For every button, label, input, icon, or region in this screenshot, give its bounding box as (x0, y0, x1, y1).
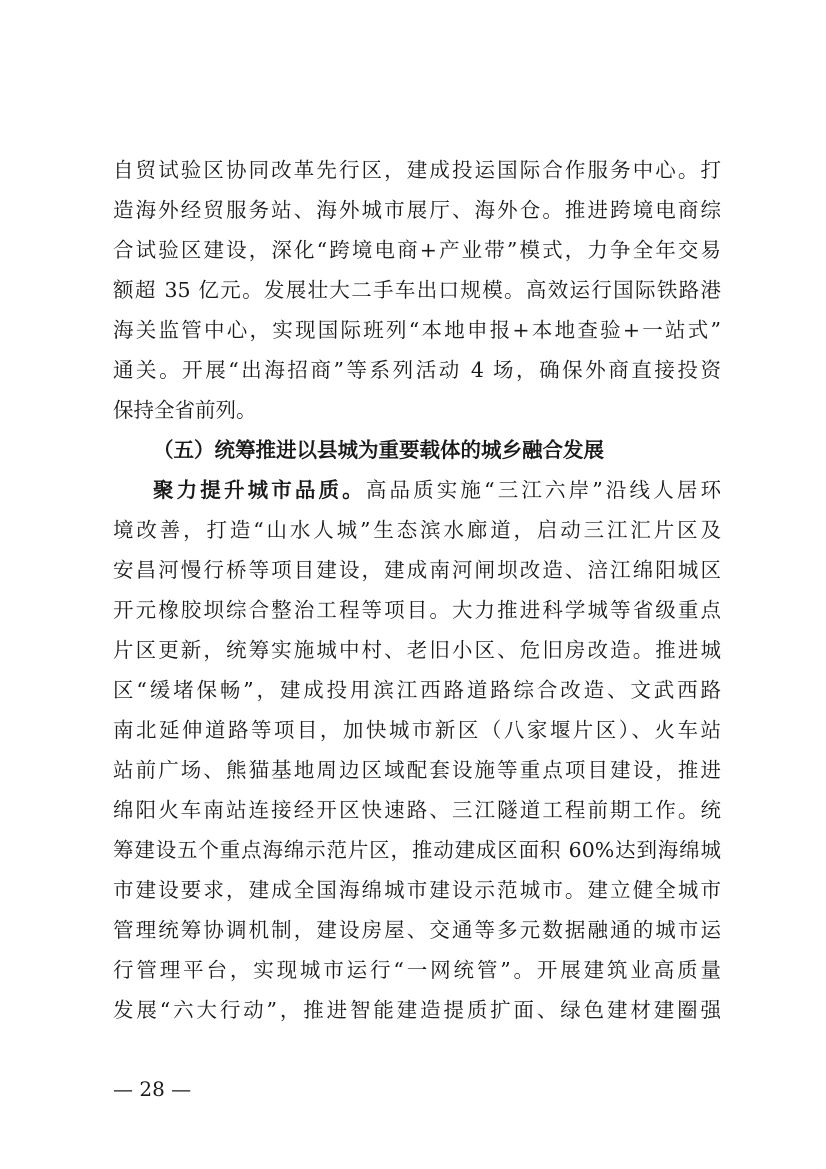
paragraph-2-first-line (113, 470, 721, 510)
text-line: 保持全省前列。 (113, 398, 257, 422)
text-line: 海关监管中心，实现国际班列“本地申报+本地查验+一站式” (113, 318, 721, 342)
text-line: 造海外经贸服务站、海外城市展厅、海外仓。推进跨境电商综 (113, 198, 721, 222)
text-line: 绵阳火车南站连接经开区快速路、三江隧道工程前期工作。统 (113, 798, 721, 822)
text-line: 额超 35 亿元。发展壮大二手车出口规模。高效运行国际铁路港 (113, 278, 721, 302)
paragraph-lead-title: 聚力提升城市品质。 (153, 478, 366, 502)
text-line: 片区更新，统筹实施城中村、老旧小区、危旧房改造。推进城 (113, 638, 721, 662)
paragraph-first-line-text: 高品质实施“三江六岸”沿线人居环 (365, 478, 721, 502)
text-line: 安昌河慢行桥等项目建设，建成南河闸坝改造、涪江绵阳城区 (113, 558, 721, 582)
text-line: 合试验区建设，深化“跨境电商+产业带”模式，力争全年交易 (113, 238, 721, 262)
paragraph-1 (113, 150, 721, 430)
text-line: 筹建设五个重点海绵示范片区，推动建成区面积 60%达到海绵城 (113, 838, 721, 862)
section-heading-block (113, 430, 721, 470)
text-line: 自贸试验区协同改革先行区，建成投运国际合作服务中心。打 (113, 158, 721, 182)
page-number: — 28 — (113, 1077, 192, 1101)
section-heading: （五）统筹推进以县城为重要载体的城乡融合发展 (153, 438, 604, 462)
text-line: 管理统筹协调机制，建设房屋、交通等多元数据融通的城市运 (113, 918, 721, 942)
text-line: 发展“六大行动”，推进智能建造提质扩面、绿色建材建圈强 (113, 998, 721, 1022)
text-line: 行管理平台，实现城市运行“一网统管”。开展建筑业高质量 (113, 958, 721, 982)
paragraph-2 (113, 470, 721, 1030)
text-line: 站前广场、熊猫基地周边区域配套设施等重点项目建设，推进 (113, 758, 721, 782)
text-line: 境改善，打造“山水人城”生态滨水廊道，启动三江汇片区及 (113, 518, 721, 542)
text-line: 市建设要求，建成全国海绵城市建设示范城市。建立健全城市 (113, 878, 721, 902)
text-line: 南北延伸道路等项目，加快城市新区（八家堰片区）、火车站 (113, 718, 721, 742)
text-line: 开元橡胶坝综合整治工程等项目。大力推进科学城等省级重点 (113, 598, 721, 622)
text-line: 通关。开展“出海招商”等系列活动 4 场，确保外商直接投资 (113, 358, 721, 382)
text-line: 区“缓堵保畅”，建成投用滨江西路道路综合改造、文武西路 (113, 678, 721, 702)
